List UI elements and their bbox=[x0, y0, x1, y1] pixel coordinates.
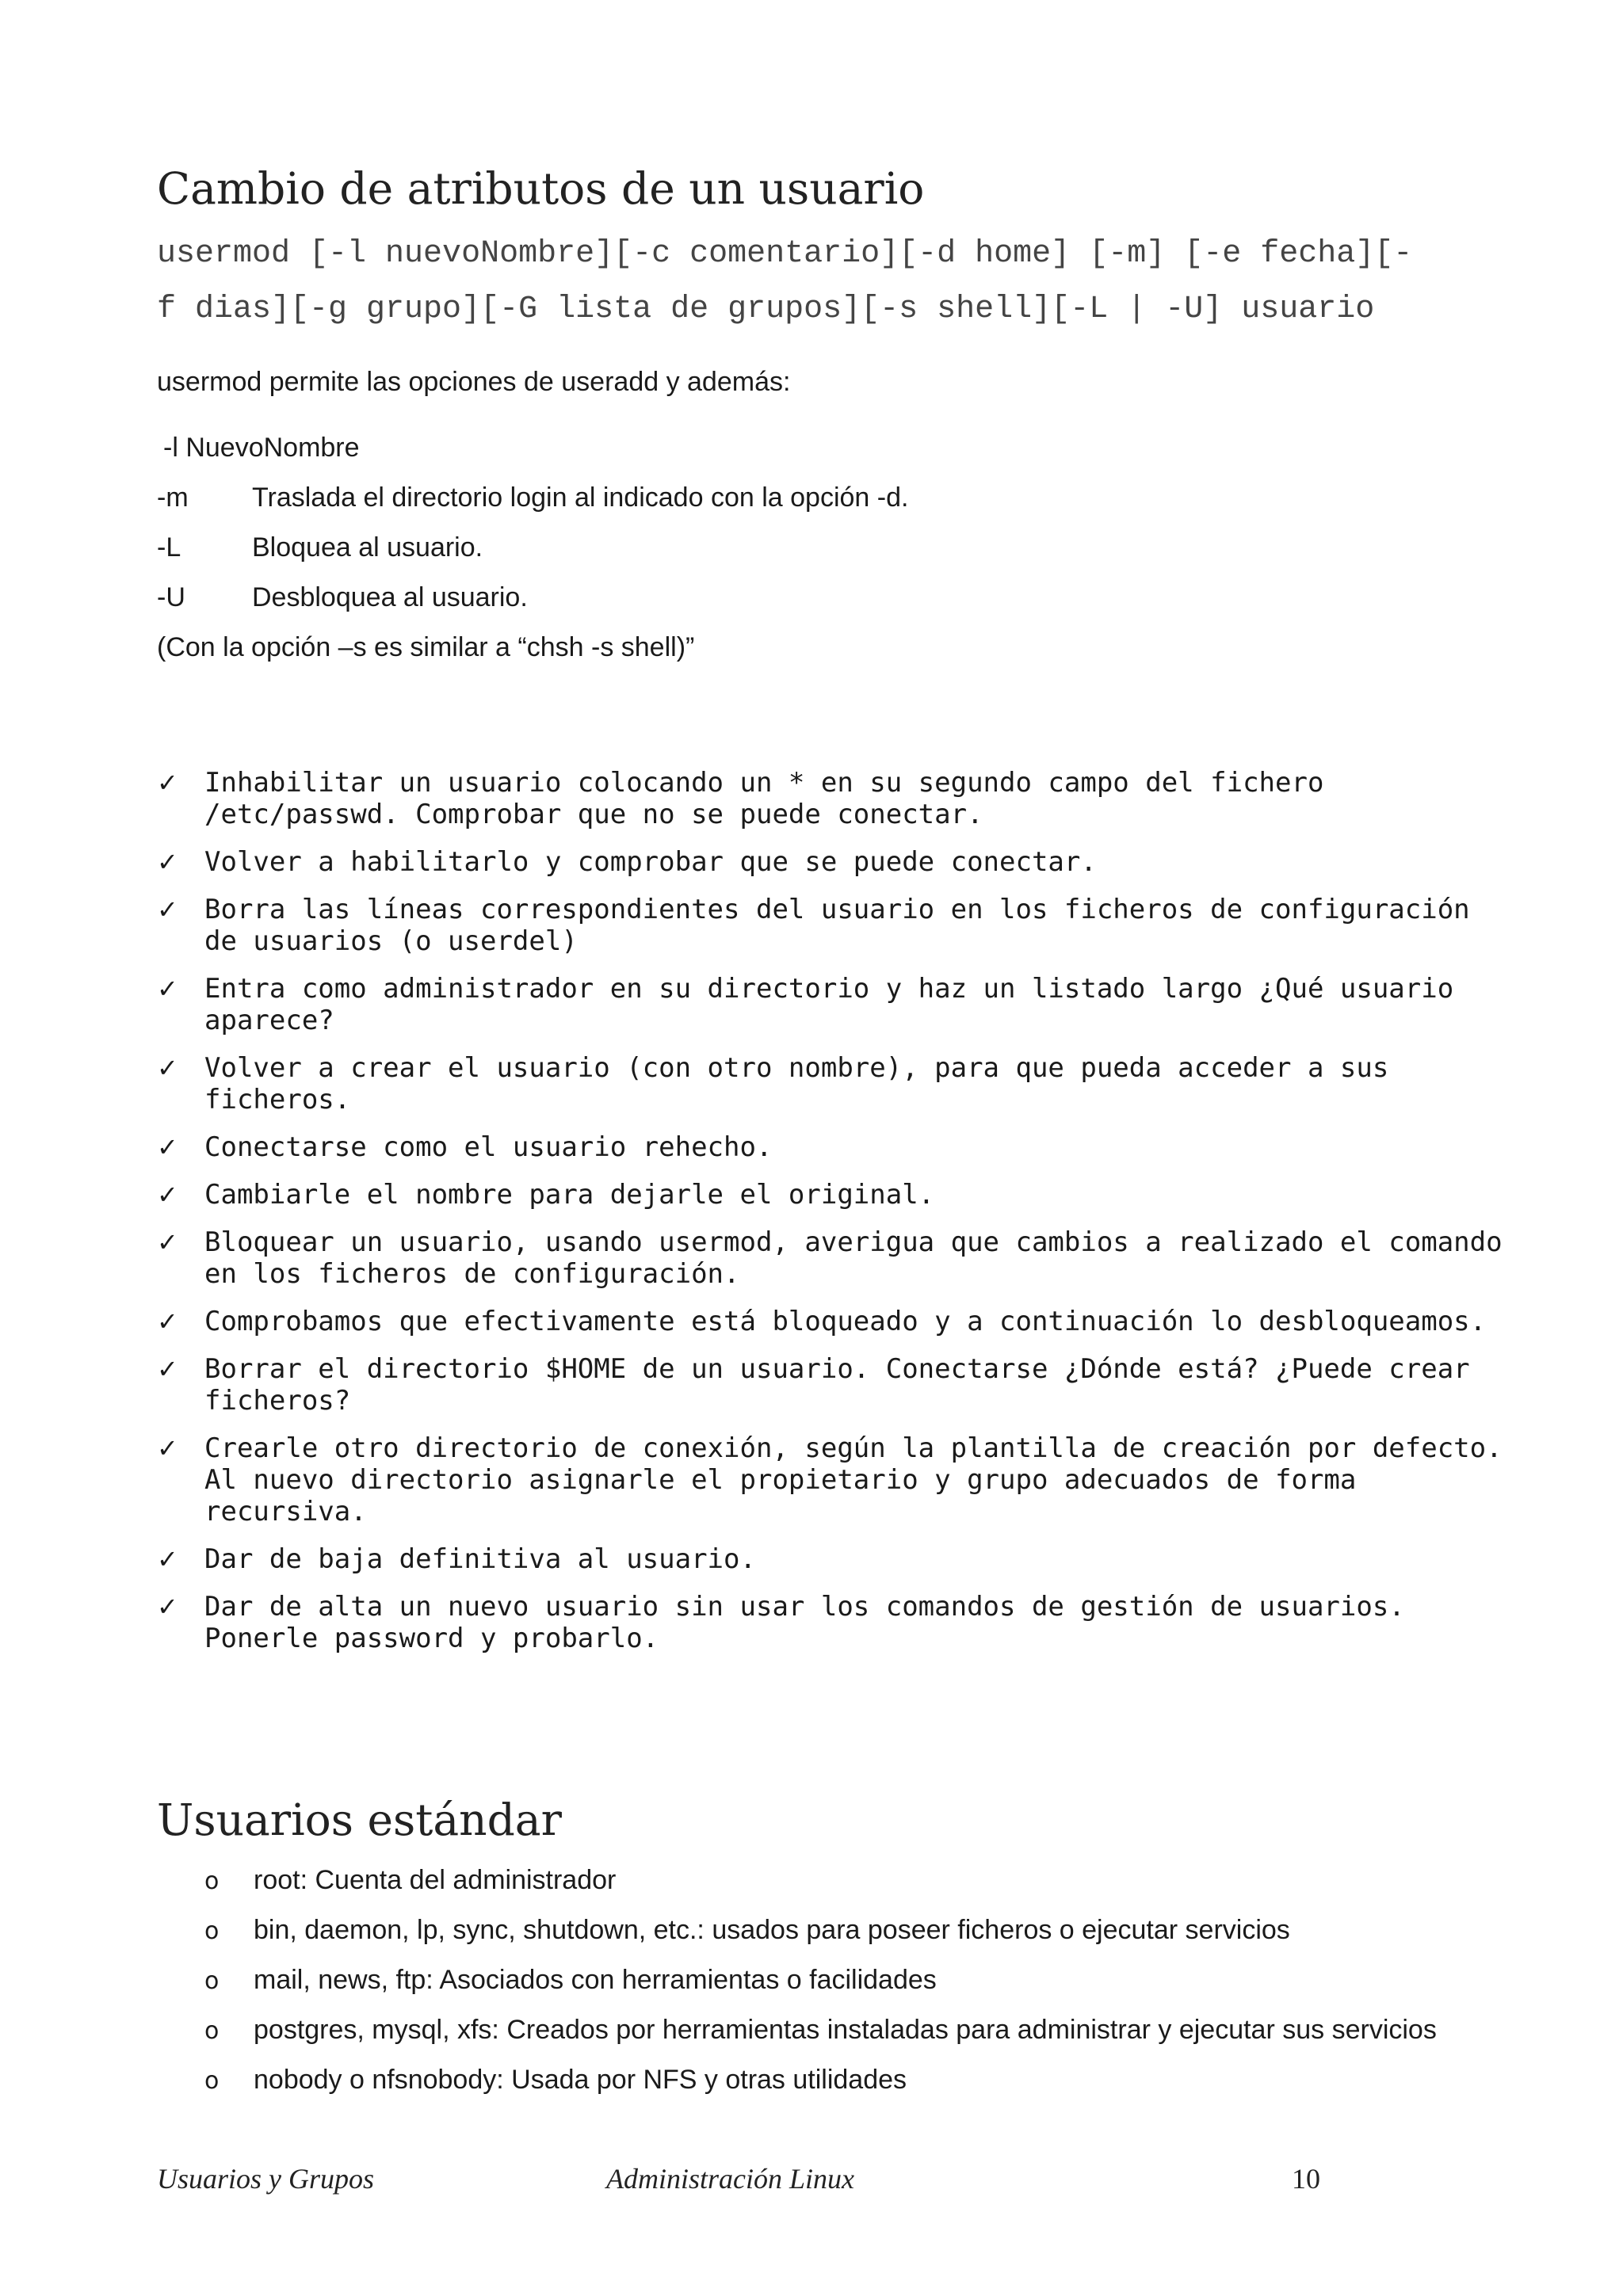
list-item bbox=[204, 2064, 1552, 2114]
usermod-intro: usermod permite las opciones de useradd y además: bbox=[157, 367, 791, 397]
checkmark-icon: ✓ bbox=[157, 1544, 178, 1574]
list-item-text: nobody o nfsnobody: Usada por NFS y otras utilidades bbox=[254, 2065, 907, 2095]
list-item bbox=[204, 1914, 1552, 1964]
checkmark-icon: ✓ bbox=[157, 1132, 178, 1162]
checkmark-icon: ✓ bbox=[157, 1592, 178, 1622]
section-title-usuarios-estandar: Usuarios estándar bbox=[157, 1794, 562, 1845]
checklist-item-text: Cambiarle el nombre para dejarle el original. bbox=[204, 1179, 935, 1211]
list-item bbox=[204, 2014, 1552, 2064]
usermod-syntax-line-1: usermod [-l nuevoNombre][-c comentario][-d home] [-m] [-e fecha][- bbox=[157, 236, 1413, 272]
option-l: -l NuevoNombre bbox=[163, 433, 360, 463]
checklist-item-text: Borra las líneas correspondientes del usuario en los ficheros de configuración de usuarios (o userdel) bbox=[204, 894, 1470, 957]
list-item-text: root: Cuenta del administrador bbox=[254, 1865, 617, 1895]
checklist-item bbox=[157, 767, 1504, 830]
page-number: 10 bbox=[1292, 2163, 1320, 2195]
checkmark-icon: ✓ bbox=[157, 847, 178, 877]
list-item-text: mail, news, ftp: Asociados con herramientas o facilidades bbox=[254, 1965, 937, 1995]
checklist-item-text: Borrar el directorio $HOME de un usuario. Conectarse ¿Dónde está? ¿Puede crear ficheros? bbox=[204, 1353, 1470, 1417]
list-item-text: postgres, mysql, xfs: Creados por herramientas instaladas para administrar y ejecutar sus servicios bbox=[254, 2015, 1437, 2045]
checklist-item-text: Conectarse como el usuario rehecho. bbox=[204, 1131, 773, 1163]
checklist-item bbox=[157, 846, 1504, 878]
list-item-text: bin, daemon, lp, sync, shutdown, etc.: usados para poseer ficheros o ejecutar servicios bbox=[254, 1915, 1290, 1945]
checklist-item bbox=[157, 1432, 1504, 1527]
option-flag: -L bbox=[157, 532, 181, 563]
checklist-item-text: Volver a crear el usuario (con otro nombre), para que pueda acceder a sus ficheros. bbox=[204, 1052, 1389, 1116]
checklist-item bbox=[157, 1052, 1504, 1116]
checklist-item bbox=[157, 1353, 1504, 1417]
footer-chapter: Usuarios y Grupos bbox=[157, 2163, 375, 2195]
checkmark-icon: ✓ bbox=[157, 1354, 178, 1384]
checklist-item-text: Dar de baja definitiva al usuario. bbox=[204, 1543, 756, 1575]
option-flag: -m bbox=[157, 482, 189, 513]
list-item bbox=[204, 1964, 1552, 2014]
checklist-item-text: Dar de alta un nuevo usuario sin usar los comandos de gestión de usuarios. Ponerle password y probarlo. bbox=[204, 1591, 1405, 1654]
option-description: Traslada el directorio login al indicado con la opción -d. bbox=[252, 482, 909, 513]
checklist-item-text: Volver a habilitarlo y comprobar que se puede conectar. bbox=[204, 846, 1097, 878]
circle-bullet-icon: o bbox=[204, 1967, 220, 1995]
option-description: Bloquea al usuario. bbox=[252, 532, 483, 563]
option-row-U bbox=[157, 582, 1425, 613]
checklist-item-text: Inhabilitar un usuario colocando un * en su segundo campo del fichero /etc/passwd. Comprobar que no se puede conectar. bbox=[204, 767, 1324, 830]
option-row-m bbox=[157, 482, 1425, 513]
checklist-item bbox=[157, 1543, 1504, 1575]
standard-users-list bbox=[204, 1864, 1552, 2114]
checkmark-icon: ✓ bbox=[157, 768, 178, 798]
circle-bullet-icon: o bbox=[204, 1917, 220, 1945]
exercise-checklist bbox=[157, 767, 1504, 1670]
section-title-cambio-atributos: Cambio de atributos de un usuario bbox=[157, 163, 925, 214]
circle-bullet-icon: o bbox=[204, 2017, 220, 2045]
checkmark-icon: ✓ bbox=[157, 1433, 178, 1463]
checklist-item bbox=[157, 1179, 1504, 1211]
checklist-item bbox=[157, 1226, 1504, 1290]
checklist-item bbox=[157, 894, 1504, 957]
option-row-L bbox=[157, 532, 1425, 563]
checkmark-icon: ✓ bbox=[157, 1053, 178, 1083]
checkmark-icon: ✓ bbox=[157, 1306, 178, 1337]
footer-book-title: Administración Linux bbox=[606, 2163, 854, 2195]
option-description: Desbloquea al usuario. bbox=[252, 582, 528, 612]
checkmark-icon: ✓ bbox=[157, 1227, 178, 1257]
list-item bbox=[204, 1864, 1552, 1914]
checklist-item-text: Entra como administrador en su directorio y haz un listado largo ¿Qué usuario aparece? bbox=[204, 973, 1454, 1036]
checklist-item bbox=[157, 973, 1504, 1036]
checkmark-icon: ✓ bbox=[157, 974, 178, 1004]
circle-bullet-icon: o bbox=[204, 1867, 220, 1895]
checklist-item-text: Crearle otro directorio de conexión, según la plantilla de creación por defecto. Al nuevo directorio asignarle el propietario y grupo adecuados de forma recursiva. bbox=[204, 1432, 1503, 1527]
checklist-item bbox=[157, 1306, 1504, 1337]
checklist-item bbox=[157, 1591, 1504, 1654]
checkmark-icon: ✓ bbox=[157, 894, 178, 925]
checklist-item-text: Bloquear un usuario, usando usermod, averigua que cambios a realizado el comando en los ficheros de configuración. bbox=[204, 1226, 1503, 1290]
checklist-item bbox=[157, 1131, 1504, 1163]
chsh-note: (Con la opción –s es similar a “chsh -s shell)” bbox=[157, 632, 695, 662]
option-flag: -U bbox=[157, 582, 185, 612]
circle-bullet-icon: o bbox=[204, 2067, 220, 2095]
checklist-item-text: Comprobamos que efectivamente está bloqueado y a continuación lo desbloqueamos. bbox=[204, 1306, 1487, 1337]
checkmark-icon: ✓ bbox=[157, 1180, 178, 1210]
usermod-syntax-line-2: f dias][-g grupo][-G lista de grupos][-s shell][-L | -U] usuario bbox=[157, 292, 1375, 327]
